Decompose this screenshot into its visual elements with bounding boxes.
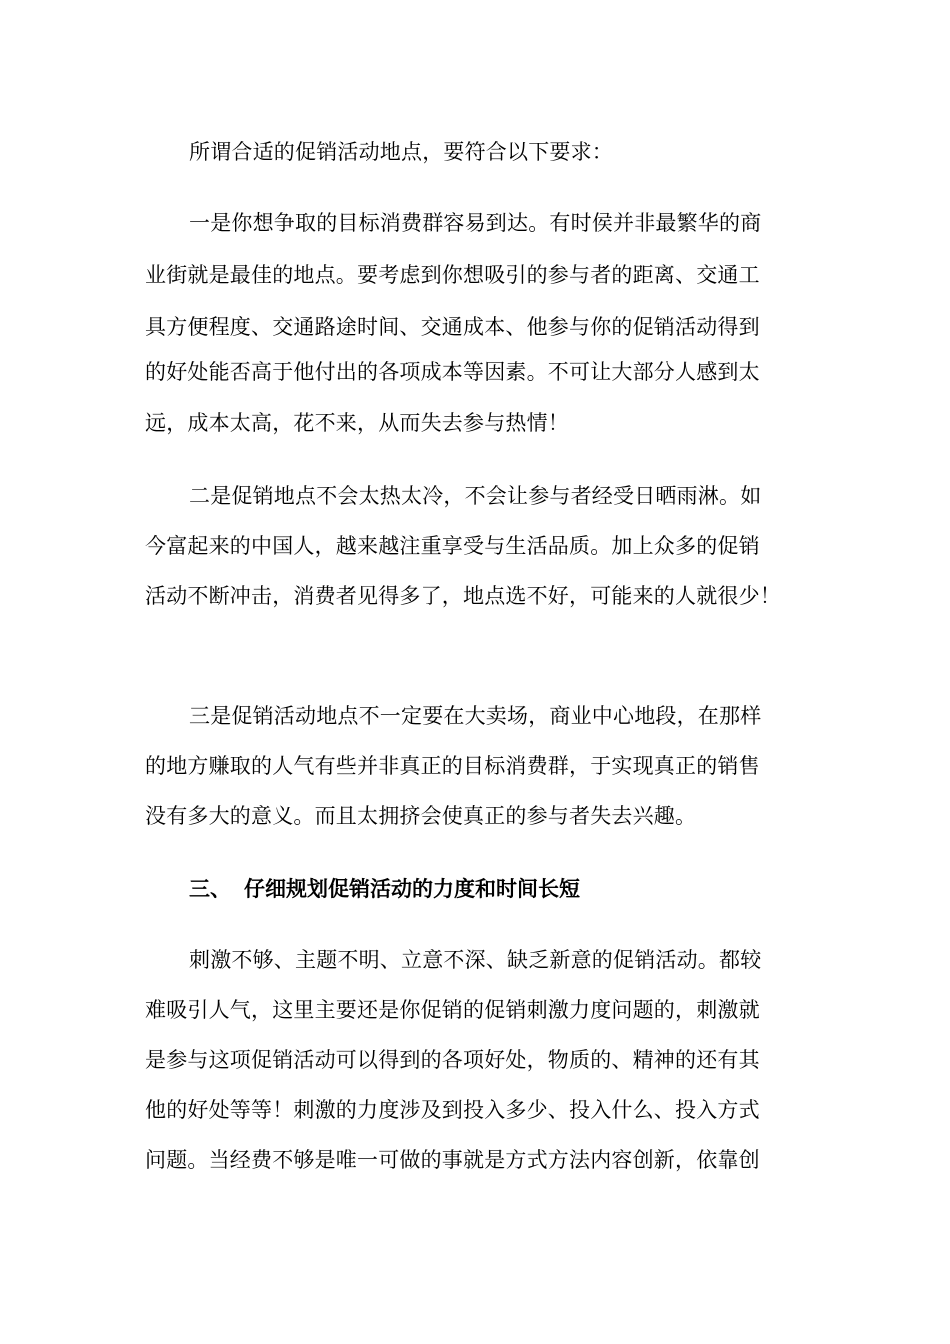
point3-line-3: 没有多大的意义。而且太拥挤会使真正的参与者失去兴趣。 xyxy=(145,804,697,828)
point2-line-2: 今富起来的中国人，越来越注重享受与生活品质。加上众多的促销 xyxy=(145,534,760,558)
point1-line-3: 具方便程度、交通路途时间、交通成本、他参与你的促销活动得到 xyxy=(145,315,760,339)
section-body-line-4: 他的好处等等！刺激的力度涉及到投入多少、投入什么、投入方式 xyxy=(145,1098,760,1122)
section-body-line-2: 难吸引人气，这里主要还是你促销的促销刺激力度问题的，刺激就 xyxy=(145,998,760,1022)
intro-paragraph: 所谓合适的促销活动地点，要符合以下要求： xyxy=(189,140,613,164)
point1-line-4: 的好处能否高于他付出的各项成本等因素。不可让大部分人感到太 xyxy=(145,360,760,384)
point3-line-2: 的地方赚取的人气有些并非真正的目标消费群，于实现真正的销售 xyxy=(145,754,760,778)
point3-line-1: 三是促销活动地点不一定要在大卖场，商业中心地段，在那样 xyxy=(189,704,762,728)
point2-line-3: 活动不断冲击，消费者见得多了，地点选不好，可能来的人就很少！ xyxy=(145,584,781,608)
point1-line-1: 一是你想争取的目标消费群容易到达。有时侯并非最繁华的商 xyxy=(189,211,762,235)
section-body-line-1: 刺激不够、主题不明、立意不深、缺乏新意的促销活动。都较 xyxy=(189,948,762,972)
section-body-line-5: 问题。当经费不够是唯一可做的事就是方式方法内容创新，依靠创 xyxy=(145,1148,760,1172)
section-body-line-3: 是参与这项促销活动可以得到的各项好处，物质的、精神的还有其 xyxy=(145,1048,760,1072)
point2-line-1: 二是促销地点不会太热太冷，不会让参与者经受日晒雨淋。如 xyxy=(189,484,762,508)
point1-line-2: 业街就是最佳的地点。要考虑到你想吸引的参与者的距离、交通工 xyxy=(145,263,760,287)
point1-line-5: 远，成本太高，花不来，从而失去参与热情！ xyxy=(145,411,569,435)
section-heading-number: 三、 xyxy=(189,876,231,901)
section-heading-title: 仔细规划促销活动的力度和时间长短 xyxy=(244,876,580,901)
